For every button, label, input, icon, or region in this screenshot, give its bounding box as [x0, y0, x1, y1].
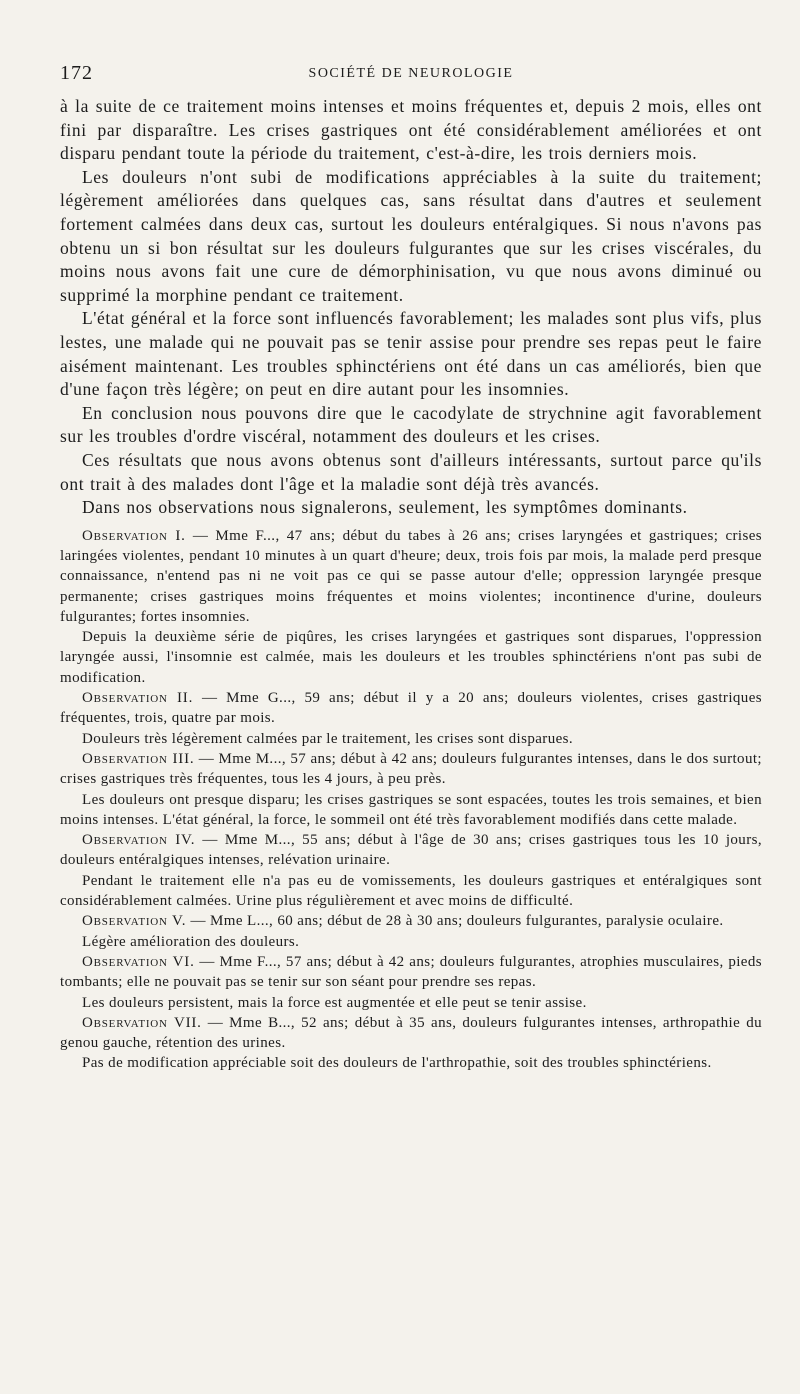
paragraph: L'état général et la force sont influencés favorablement; les malades sont plus vifs, plus lestes, une malade qui ne pouvait pas se tenir assise pour prendre ses repas peut le faire aisément maintenant. Les troubles sphinctériens ont été dans un cas améliorés, bien que d'une façon très légère; on peut en dire autant pour les insomnies.	[60, 308, 762, 400]
observation-text: — Mme M..., 57 ans; début à 42 ans; douleurs fulgurantes intenses, dans le dos surtout; crises gastriques très fréquentes, tous les 4 jours, à peu près.	[60, 750, 762, 788]
observation-followup: Les douleurs ont presque disparu; les crises gastriques se sont espacées, toutes les trois semaines, et bien moins intenses. L'état général, la force, le sommeil ont été très favorablement modifiés dans cette malade.	[60, 791, 762, 828]
paragraph: En conclusion nous pouvons dire que le cacodylate de strychnine agit favorablement sur les troubles d'ordre viscéral, notamment des douleurs et les crises.	[60, 402, 762, 447]
observation-label: Observation VII.	[82, 1014, 202, 1031]
observation-label: Observation I.	[82, 527, 186, 544]
observation-6	[60, 952, 762, 993]
observations	[60, 526, 762, 1074]
observation-label: Observation IV.	[82, 832, 196, 849]
observation-text: — Mme F..., 57 ans; début à 42 ans; douleurs fulgurantes, atrophies musculaires, pieds tombants; elle ne pouvait pas se tenir sur son séant pour prendre ses repas.	[60, 953, 762, 991]
page-number: 172	[60, 62, 93, 84]
body-text	[60, 95, 762, 1074]
observation-3	[60, 749, 762, 790]
observation-text: — Mme M..., 55 ans; début à l'âge de 30 ans; crises gastriques tous les 10 jours, douleurs entéralgiques intenses, relévation urinaire.	[60, 832, 762, 869]
running-title: SOCIÉTÉ DE NEUROLOGIE	[308, 66, 514, 81]
observation-text: — Mme B..., 52 ans; début à 35 ans, douleurs fulgurantes intenses, arthropathie du genou gauche, rétention des urines.	[60, 1014, 762, 1052]
observation-followup: Depuis la deuxième série de piqûres, les crises laryngées et gastriques sont disparues, l'oppression laryngée aussi, l'insomnie est calmée, mais les douleurs et les troubles sphinctériens n'ont pas subi de modification.	[60, 629, 762, 686]
observation-label: Observation III.	[82, 750, 195, 767]
paragraph-continuation: à la suite de ce traitement moins intenses et moins fréquentes et, depuis 2 mois, elles ont fini par disparaître. Les crises gastriques ont été considérablement améliorées et ont disparu pendant toute la période du traitement, c'est-à-dire, les trois derniers mois.	[60, 96, 762, 164]
observation-text: — Mme L..., 60 ans; début de 28 à 30 ans; douleurs fulgurantes, paralysie oculaire.	[186, 913, 724, 930]
observation-label: Observation V.	[82, 913, 187, 930]
observation-text: — Mme G..., 59 ans; début il y a 20 ans; douleurs violentes, crises gastriques fréquentes, trois, quatre par mois.	[60, 690, 762, 727]
observation-7	[60, 1013, 762, 1054]
paragraph: Ces résultats que nous avons obtenus sont d'ailleurs intéressants, surtout parce qu'ils ont trait à des malades dont l'âge et la maladie sont déjà très avancés.	[60, 449, 762, 494]
observation-followup: Pas de modification appréciable soit des douleurs de l'arthropathie, soit des troubles sphinctériens.	[82, 1055, 712, 1072]
running-head	[60, 62, 762, 86]
observation-5	[60, 911, 762, 931]
observation-followup: Légère amélioration des douleurs.	[82, 933, 300, 950]
observation-2	[60, 688, 762, 729]
observation-label: Observation VI.	[82, 953, 195, 970]
observation-4	[60, 830, 762, 871]
paragraph: Les douleurs n'ont subi de modifications appréciables à la suite du traitement; légèrement améliorées dans quelques cas, sans résultat dans d'autres et seulement fortement calmées dans deux cas, surtout les douleurs entéralgiques. Si nous n'avons pas obtenu un si bon résultat sur les douleurs fulgurantes que sur les crises viscérales, du moins nous avons fait une cure de démorphinisation, vu que nous avons diminué ou supprimé la morphine pendant ce traitement.	[60, 166, 762, 305]
observation-1	[60, 526, 762, 627]
paragraph: Dans nos observations nous signalerons, seulement, les symptômes dominants.	[82, 497, 688, 518]
observation-followup: Douleurs très légèrement calmées par le traitement, les crises sont disparues.	[82, 730, 574, 747]
observation-followup: Pendant le traitement elle n'a pas eu de vomissements, les douleurs gastriques et entéralgiques sont considérablement calmées. Urine plus régulièrement et avec moins de difficulté.	[60, 872, 762, 910]
observation-text: — Mme F..., 47 ans; début du tabes à 26 ans; crises laryngées et gastriques; crises laringées violentes, pendant 10 minutes à un quart d'heure; deux, trois fois par mois, la malade perd presque connaissance, n'entend pas ni ne voit pas ce qui se passe autour d'elle; oppression laryngée presque permanente; crises gastriques moins fréquentes et moins violentes; incontinence d'urine, douleurs fulgurantes; fortes insomnies.	[60, 527, 763, 625]
observation-label: Observation II.	[82, 690, 194, 707]
observation-followup: Les douleurs persistent, mais la force est augmentée et elle peut se tenir assise.	[82, 994, 587, 1011]
